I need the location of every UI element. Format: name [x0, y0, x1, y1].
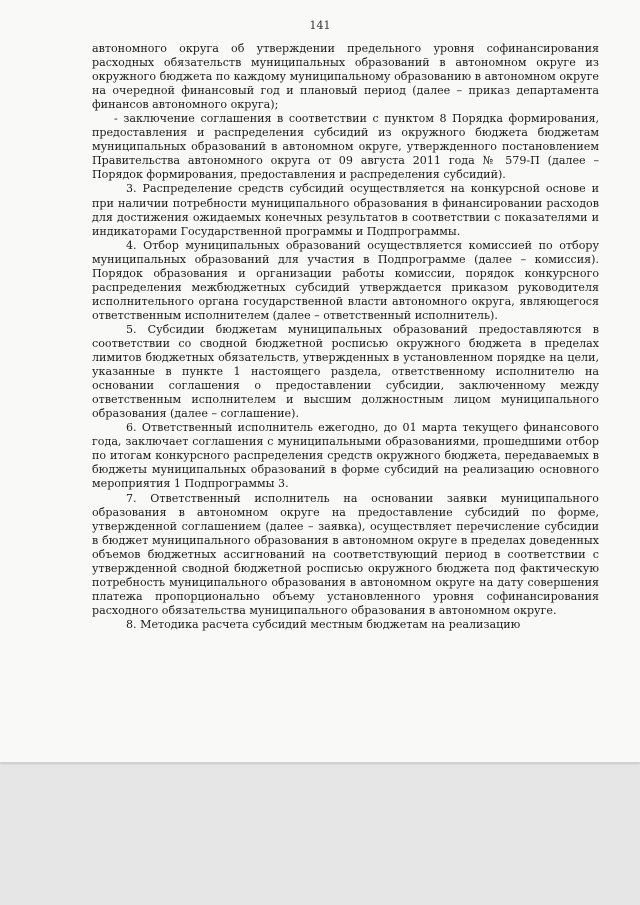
- paragraph-5: 5. Субсидии бюджетам муниципальных образований предоставляются в соответствии со сводной бюджетной росписью окружного бюджета в пределах лимитов бюджетных обязательств, утвержденных в установленном порядке на цели, указанные в пункте 1 настоящего раздела, ответственному исполнителю на основании соглашения о предоставлении субсидии, заключенному между ответственным исполнителем и высшим должностным лицом муниципального образования (далее – соглашение).: [92, 322, 599, 421]
- paragraph-8: 8. Методика расчета субсидий местным бюджетам на реализацию: [126, 617, 521, 631]
- page-number: 141: [309, 19, 331, 32]
- paragraph-3: 3. Распределение средств субсидий осуществляется на конкурсной основе и при наличии потребности муниципального образования в финансировании расходов для достижения ожидаемых конечных результатов в соответствии с показателями и индикаторами Государственной программы и Подпрограммы.: [92, 182, 599, 238]
- paragraph-4: 4. Отбор муниципальных образований осуществляется комиссией по отбору муниципальных образований для участия в Подпрограмме (далее – комиссия). Порядок образования и организации работы комиссии, порядок конкурсного распределения межбюджетных субсидий утверждается приказом руководителя исполнительного органа государственной власти автономного округа, являющегося ответственным исполнителем (далее – ответственный исполнитель).: [92, 238, 599, 322]
- paragraph-agreement-item: - заключение соглашения в соответствии с пунктом 8 Порядка формирования, предоставления и распределения субсидий из окружного бюджета бюджетам муниципальных образований в автономном округе, утвержденного постановлением Правительства автономного округа от 09 августа 2011 года № 579-П (далее – Порядок формирования, предоставления и распределения субсидий).: [92, 112, 599, 182]
- paragraph-order-continuation: автономного округа об утверждении предельного уровня софинансирования расходных обязательств муниципальных образований в автономном округе из окружного бюджета по каждому муниципальному образованию в автономном округе на очередной финансовый год и плановый период (далее – приказ департамента финансов автономного округа);: [92, 42, 599, 112]
- paragraph-7: 7. Ответственный исполнитель на основании заявки муниципального образования в автономном округе на предоставление субсидий по форме, утвержденной соглашением (далее – заявка), осуществляет перечисление субсидии в бюджет муниципального образования в автономном округе в пределах доведенных объемов бюджетных ассигнований на соответствующий период в соответствии с утвержденной сводной бюджетной росписью окружного бюджета под фактическую потребность муниципального образования в автономном округе на дату совершения платежа пропорционально объему установленного уровня софинансирования расходного обязательства муниципального образования в автономном округе.: [92, 491, 599, 617]
- paragraph-6: 6. Ответственный исполнитель ежегодно, до 01 марта текущего финансового года, заключает соглашения с муниципальными образованиями, прошедшими отбор по итогам конкурсного распределения средств окружного бюджета, передаваемых в бюджеты муниципальных образований в форме субсидий на реализацию основного мероприятия 1 Подпрограммы 3.: [92, 421, 599, 491]
- document-body: [92, 42, 599, 632]
